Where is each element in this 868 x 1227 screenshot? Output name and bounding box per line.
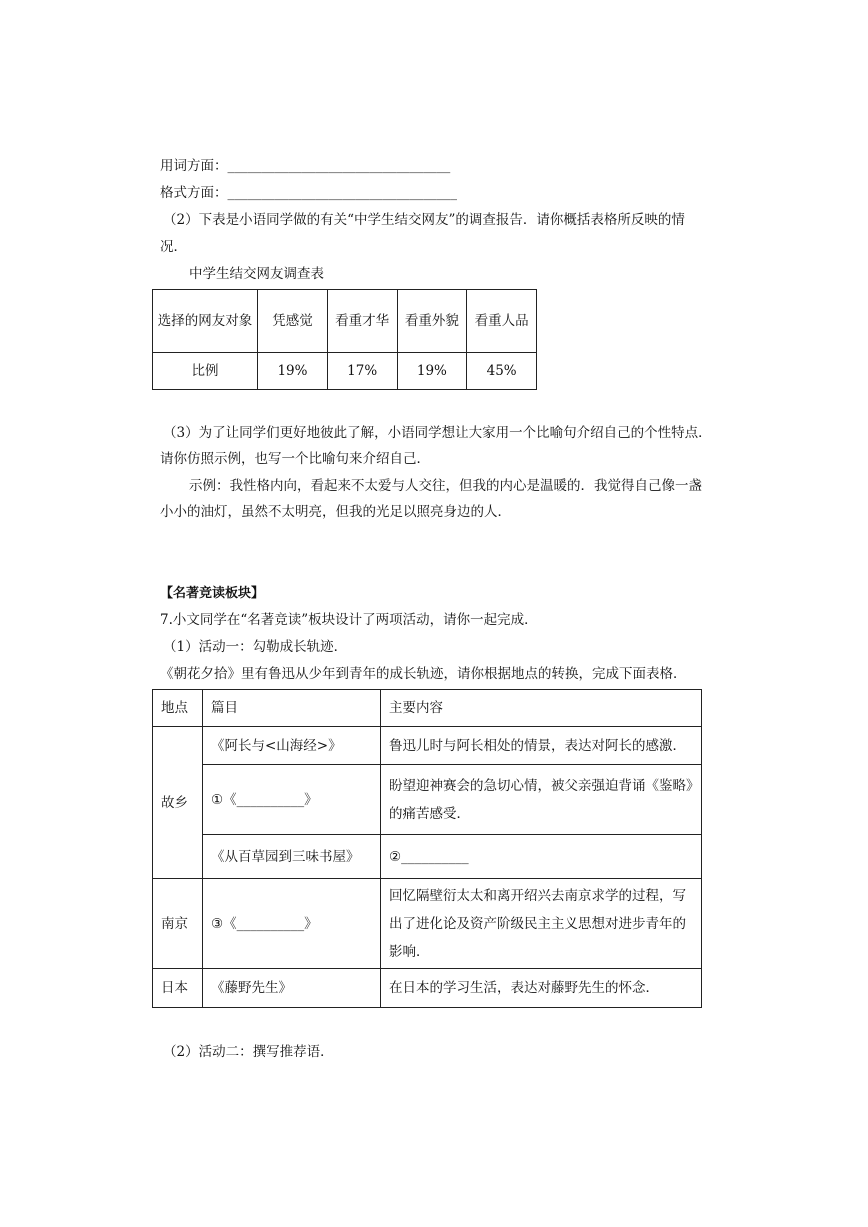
survey-header-cell: 看重才华 [327, 290, 397, 353]
content-cell: 在日本的学习生活，表达对藤野先生的怀念． [381, 969, 702, 1008]
content-blank-cell: ②__________ [381, 835, 702, 879]
place-cell: 日本 [153, 969, 203, 1008]
content-cell: 回忆隔壁衍太太和离开绍兴去南京求学的过程，写出了进化论及资产阶级民主主义思想对进步青年的影响． [381, 879, 702, 969]
title-cell: 《从百草园到三味书屋》 [203, 835, 381, 879]
survey-table [152, 289, 537, 390]
title-cell: 《藤野先生》 [203, 969, 381, 1008]
table-row [153, 879, 702, 969]
survey-cell: 比例 [153, 353, 258, 390]
q7-intro: 7.小文同学在“名著竞读”板块设计了两项活动，请你一起完成． [160, 612, 538, 628]
table-row [153, 835, 702, 879]
q2-prompt-line1: （2）下表是小语同学做的有关“中学生结交网友”的调查报告．请你概括表格所反映的情 [163, 212, 685, 228]
table-row [153, 765, 702, 835]
q2-prompt-line2: 况． [160, 239, 187, 255]
survey-cell: 45% [467, 353, 537, 390]
activity1-description: 《朝花夕拾》里有鲁迅从少年到青年的成长轨迹，请你根据地点的转换，完成下面表格． [160, 666, 687, 682]
q3-prompt-line1: （3）为了让同学们更好地彼此了解，小语同学想让大家用一个比喻句介绍自己的个性特点． [163, 425, 712, 441]
place-cell: 故乡 [153, 727, 203, 879]
growth-header-row [153, 690, 702, 727]
table-row [153, 727, 702, 765]
title-cell: 《阿长与<山海经>》 [203, 727, 381, 765]
table-row [153, 969, 702, 1008]
survey-cell: 19% [397, 353, 467, 390]
q3-example-line2: 小小的油灯，虽然不太明亮，但我的光足以照亮身边的人． [160, 504, 511, 520]
title-blank-cell: ③《__________》 [203, 879, 381, 969]
place-cell: 南京 [153, 879, 203, 969]
header-place: 地点 [153, 690, 203, 727]
title-blank-cell: ①《__________》 [203, 765, 381, 835]
header-content: 主要内容 [381, 690, 702, 727]
content-cell: 鲁迅儿时与阿长相处的情景，表达对阿长的感激． [381, 727, 702, 765]
survey-header-row [153, 290, 537, 353]
growth-track-table [152, 689, 702, 1008]
survey-header-cell: 看重外貌 [397, 290, 467, 353]
section-title: 【名著竞读板块】 [160, 586, 265, 601]
survey-cell: 19% [258, 353, 328, 390]
activity2-title: （2）活动二：撰写推荐语． [163, 1044, 334, 1060]
survey-header-cell: 看重人品 [467, 290, 537, 353]
q3-example-line1: 示例：我性格内向，看起来不太爱与人交往，但我的内心是温暖的．我觉得自己像一盏 [189, 478, 702, 494]
q3-prompt-line2: 请你仿照示例，也写一个比喻句来介绍自己． [160, 451, 430, 467]
activity1-title: （1）活动一：勾勒成长轨迹． [163, 639, 348, 655]
survey-table-title: 中学生结交网友调查表 [189, 266, 324, 282]
content-cell: 盼望迎神赛会的急切心情，被父亲强迫背诵《鉴略》的痛苦感受． [381, 765, 702, 835]
survey-cell: 17% [327, 353, 397, 390]
header-title: 篇目 [203, 690, 381, 727]
format-fill-line: 格式方面：__________________________________ [160, 185, 457, 201]
wording-fill-line: 用词方面：_________________________________ [160, 158, 451, 174]
survey-header-cell: 凭感觉 [258, 290, 328, 353]
survey-header-cell: 选择的网友对象 [153, 290, 258, 353]
survey-data-row [153, 353, 537, 390]
